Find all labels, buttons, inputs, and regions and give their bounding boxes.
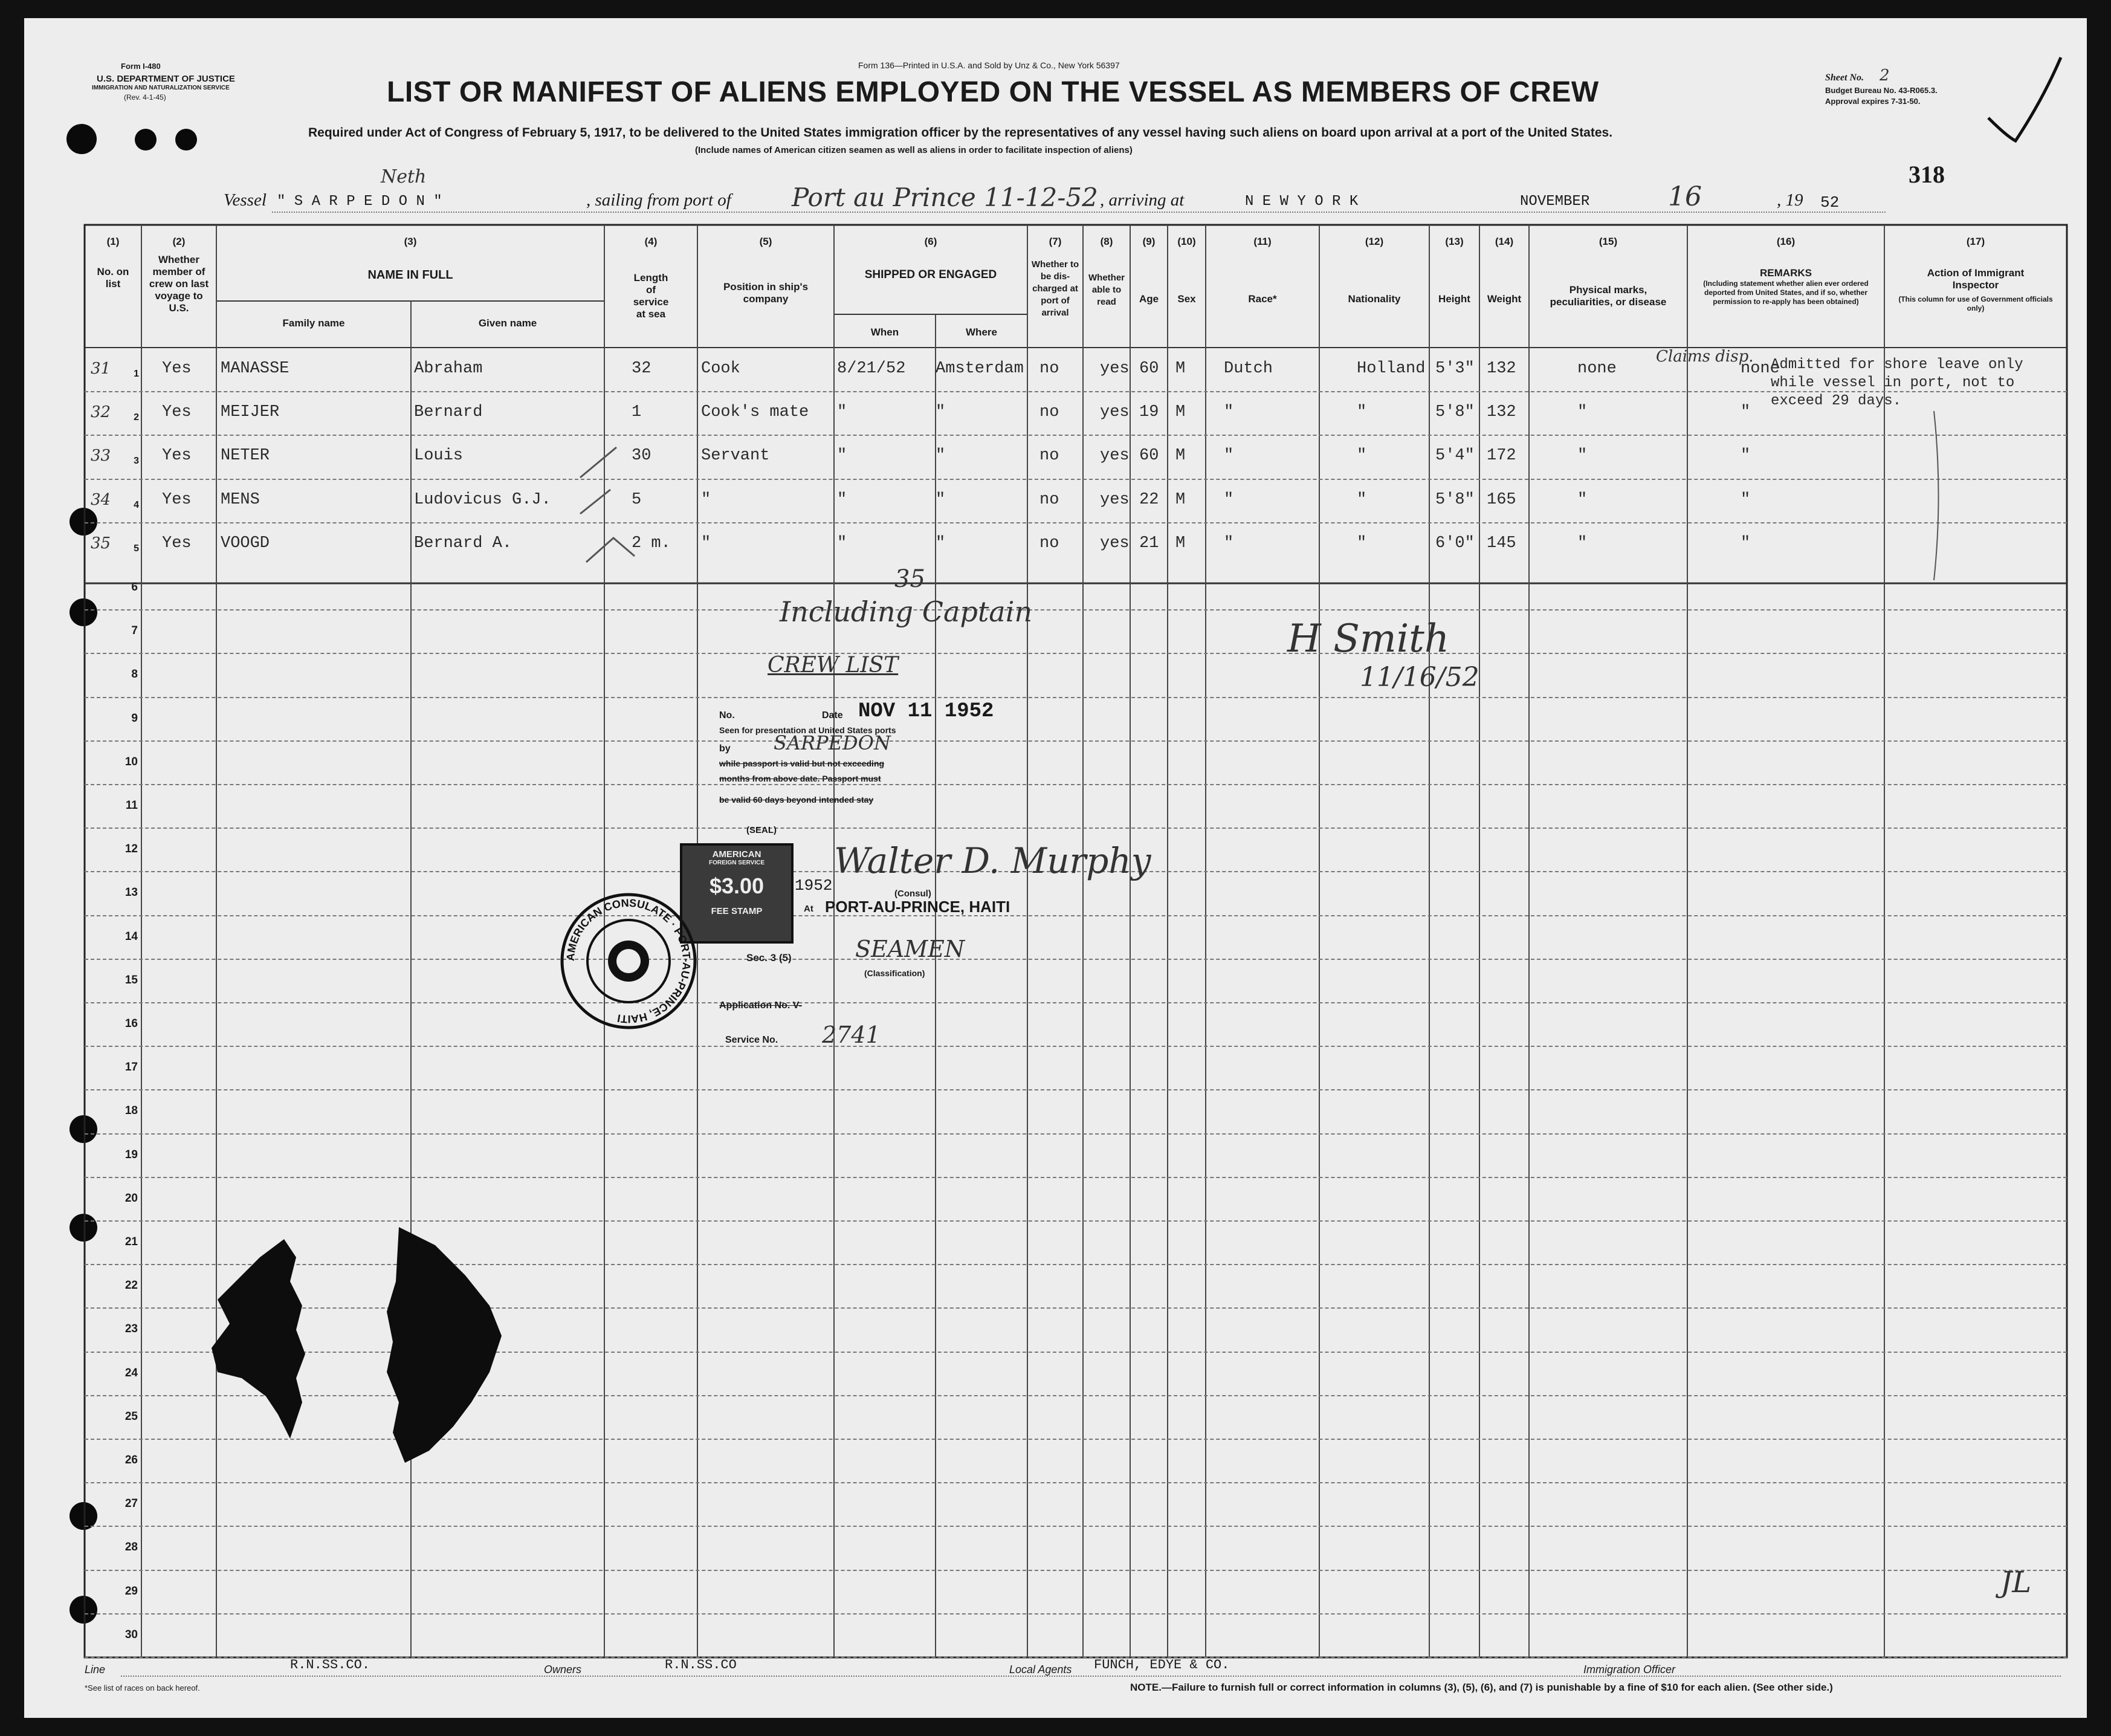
stamp-service-label: Service No. [725, 1035, 778, 1045]
line-number: 3 [134, 456, 139, 466]
stamp-seal-label: (SEAL) [746, 825, 777, 835]
row-nationality: " [1357, 447, 1367, 465]
fee-stamp-value: $3.00 [709, 873, 765, 898]
line-number: 7 [131, 624, 138, 637]
stamp-date-label: Date [822, 710, 843, 721]
row-nationality: Holland [1357, 360, 1426, 378]
col16-header: REMARKS [1760, 267, 1812, 279]
row-age: 22 [1139, 491, 1159, 509]
stamp-at-value: PORT-AU-PRINCE, HAITI [825, 898, 1010, 916]
row-family: NETER [221, 447, 270, 465]
row-rule [85, 828, 2067, 829]
row-marks: " [1577, 491, 1588, 509]
row-weight: 132 [1487, 360, 1516, 378]
row-discharged: no [1039, 447, 1059, 465]
line-number: 17 [124, 1061, 138, 1074]
col13-header: Height [1438, 293, 1470, 305]
row-rule [85, 915, 2067, 916]
col9-header: Age [1139, 293, 1159, 305]
total-count: 35 [894, 565, 925, 593]
col17-number: (17) [1966, 236, 1985, 247]
col14-number: (14) [1495, 236, 1514, 247]
including-captain: Including Captain [780, 595, 1033, 628]
col6-where-header: Where [966, 326, 997, 338]
col12-header: Nationality [1348, 293, 1401, 305]
inspector-date: 11/16/52 [1360, 662, 1479, 693]
col4-header: Length of service at sea [633, 272, 669, 320]
line-number: 6 [131, 581, 138, 594]
row-race: " [1224, 447, 1234, 465]
stamp-passport-line1: while passport is valid but not exceeding [719, 759, 885, 768]
line-number: 5 [134, 543, 139, 554]
ink-blotch-left [205, 1233, 326, 1451]
sailing-label: , sailing from port of [586, 190, 731, 210]
row-given: Louis [414, 447, 464, 465]
form-subtitle: Required under Act of Congress of February 5, 1917, to be delivered to the United States immigration officer by the representatives of any vessel having such aliens on board upon arrival at a port of the United States. [308, 126, 1613, 140]
col12-number: (12) [1365, 236, 1384, 247]
row-given: Bernard [414, 403, 483, 421]
row-weight: 165 [1487, 491, 1516, 509]
row-position: Cook's mate [701, 403, 809, 421]
col15-number: (15) [1599, 236, 1618, 247]
service-line: IMMIGRATION AND NATURALIZATION SERVICE [92, 85, 230, 91]
row-read: yes [1100, 360, 1130, 378]
row-marks: " [1577, 403, 1588, 421]
stamp-date-value: NOV 11 1952 [858, 700, 994, 723]
row-marks: none [1577, 360, 1617, 378]
row-rule [85, 1482, 2067, 1483]
stamp-at-label: At [804, 904, 813, 914]
line-number: 29 [124, 1585, 138, 1598]
vessel-label: Vessel [224, 190, 267, 210]
arriving-label: , arriving at [1100, 190, 1185, 210]
col5-header: Position in ship's company [723, 281, 809, 305]
footer-agents-label: Local Agents [1009, 1663, 1072, 1676]
row-rule [85, 522, 2067, 523]
row-weight: 145 [1487, 534, 1516, 552]
col11-number: (11) [1253, 236, 1272, 247]
row-hand-no: 33 [91, 447, 111, 465]
row-sex: M [1175, 534, 1186, 552]
col17-note: (This column for use of Government officials only) [1898, 295, 2053, 313]
row-rule [85, 959, 2067, 960]
line-number: 9 [131, 712, 138, 725]
row-rule [85, 1089, 2067, 1090]
row-family: MENS [221, 491, 260, 509]
row-rule [85, 1570, 2067, 1571]
line-number: 23 [124, 1323, 138, 1335]
row-rule [85, 1526, 2067, 1527]
row-rule [85, 784, 2067, 785]
fee-stamp-line1: AMERICAN [712, 849, 761, 860]
stamp-year-partial: 1952 [795, 876, 833, 895]
line-number: 27 [124, 1497, 138, 1510]
row-height: 5'8" [1435, 403, 1475, 421]
row-position: " [701, 491, 711, 509]
line-number: 4 [134, 500, 139, 510]
form-subnote: (Include names of American citizen seamen as well as aliens in order to facilitate inspection of aliens) [695, 145, 1133, 155]
row-when: " [837, 447, 847, 465]
vessel-name: " S A R P E D O N " [277, 193, 442, 210]
line-number: 30 [124, 1628, 138, 1641]
row-hand-no: 31 [91, 360, 111, 378]
line-number: 22 [124, 1279, 138, 1292]
inspector-initials: H Smith [1287, 617, 1450, 661]
col6-when-header: When [870, 326, 899, 338]
row-service: 32 [632, 360, 651, 378]
row-where: " [936, 447, 946, 465]
row-nationality: " [1357, 491, 1367, 509]
col10-header: Sex [1177, 293, 1196, 305]
col1-number: (1) [106, 236, 120, 247]
row-height: 5'8" [1435, 491, 1475, 509]
row-rule [85, 1613, 2067, 1615]
line-number: 18 [124, 1104, 138, 1117]
row-rule [85, 1002, 2067, 1003]
year-prefix: , 19 [1777, 190, 1803, 210]
stamp-by-value: SARPEDON [774, 731, 891, 754]
row-age: 19 [1139, 403, 1159, 421]
line-number: 1 [134, 369, 139, 379]
shore-leave-line3: exceed 29 days. [1771, 393, 1902, 409]
col14-header: Weight [1487, 293, 1522, 305]
line-number: 24 [124, 1367, 138, 1379]
row-crew: Yes [162, 403, 192, 421]
row-sex: M [1175, 403, 1186, 421]
col3-given-header: Given name [478, 317, 537, 329]
col16-number: (16) [1776, 236, 1796, 247]
crew-list-heading: CREW LIST [768, 653, 899, 678]
row-marks: " [1577, 447, 1588, 465]
row-read: yes [1100, 447, 1130, 465]
row-position: " [701, 534, 711, 552]
row-remarks-hand: Claims disp. [1656, 348, 1754, 366]
stamp-seen-line: Seen for presentation at United States ports [719, 725, 896, 735]
row-weight: 132 [1487, 403, 1516, 421]
footer-rule [121, 1676, 2061, 1677]
col6-header: SHIPPED OR ENGAGED [864, 268, 997, 281]
line-number: 11 [125, 799, 138, 812]
stamp-application-label: Application No. V- [719, 1000, 802, 1011]
fee-stamp-line2: FOREIGN SERVICE [708, 860, 765, 866]
footer-officer-label: Immigration Officer [1583, 1663, 1676, 1676]
col3-header: NAME IN FULL [367, 268, 453, 282]
row-service: 30 [632, 447, 651, 465]
arriving-port: N E W Y O R K [1245, 193, 1359, 210]
row-where: " [936, 403, 946, 421]
row-rule [85, 1046, 2067, 1047]
row-given: Bernard A. [414, 534, 512, 552]
department-line: U.S. DEPARTMENT OF JUSTICE [97, 74, 235, 84]
row-hand-no: 34 [91, 491, 111, 509]
row-marks: " [1577, 534, 1588, 552]
col2-number: (2) [172, 236, 186, 247]
col4-number: (4) [644, 236, 658, 247]
footer-owners-label: Owners [544, 1663, 582, 1676]
row-family: MANASSE [221, 360, 289, 378]
line-number: 2 [134, 412, 139, 423]
footer-line-value: R.N.SS.CO. [290, 1657, 370, 1673]
consular-seal [556, 889, 701, 1034]
line-number: 14 [124, 930, 138, 943]
col3-number: (3) [404, 236, 417, 247]
col3-family-header: Family name [282, 317, 345, 329]
footer-races-note: *See list of races on back hereof. [85, 1683, 200, 1692]
row-height: 5'4" [1435, 447, 1475, 465]
form-number: Form I-480 [121, 62, 161, 71]
revision-line: (Rev. 4-1-45) [124, 93, 166, 102]
budget-bureau: Budget Bureau No. 43-R065.3. [1825, 86, 1938, 95]
stamp-sec-label: Sec. 3 (5) [746, 952, 792, 964]
row-remarks: none [1741, 360, 1780, 378]
row-crew: Yes [162, 491, 192, 509]
col5-number: (5) [759, 236, 772, 247]
margin-initials: JL [2000, 1566, 2032, 1599]
col7-number: (7) [1049, 236, 1062, 247]
footer-line-label: Line [85, 1663, 106, 1676]
footer-note: NOTE.—Failure to furnish full or correct information in columns (3), (5), (6), and (7) is punishable by a fine of $10 for each alien. (See other side.) [1130, 1682, 1833, 1693]
tick-marks [568, 441, 653, 580]
row-hand-no: 32 [91, 403, 111, 421]
row-when: 8/21/52 [837, 360, 906, 378]
line-number: 15 [124, 974, 138, 986]
row-crew: Yes [162, 447, 192, 465]
line-number: 21 [124, 1236, 138, 1248]
line-number: 10 [124, 756, 138, 768]
row-where: " [936, 491, 946, 509]
arrival-day: 16 [1668, 181, 1702, 212]
approval-expires: Approval expires 7-31-50. [1825, 97, 1921, 106]
stamp-classification-value: SEAMEN [855, 936, 965, 962]
seal-ring-text: AMERICAN CONSULATE · PORT-AU-PRINCE, HAITI [564, 896, 693, 1026]
line-number: 13 [124, 886, 138, 899]
row-where: " [936, 534, 946, 552]
row-height: 6'0" [1435, 534, 1475, 552]
row-rule [85, 740, 2067, 742]
row-age: 60 [1139, 447, 1159, 465]
row-service: 2 m. [632, 534, 671, 552]
row-race: Dutch [1224, 360, 1273, 378]
stamp-service-value: 2741 [822, 1022, 881, 1048]
row-rule [85, 391, 2067, 392]
sheet-label: Sheet No. [1825, 73, 1864, 83]
row-race: " [1224, 403, 1234, 421]
col8-number: (8) [1100, 236, 1113, 247]
line-number: 25 [124, 1410, 138, 1423]
row-read: yes [1100, 491, 1130, 509]
row-given: Ludovicus G.J. [414, 491, 551, 509]
col17-header: Action of Immigrant Inspector [1927, 267, 2025, 291]
row-when: " [837, 491, 847, 509]
row-where: Amsterdam [936, 360, 1024, 378]
row-hand-no: 35 [91, 534, 111, 552]
row-when: " [837, 403, 847, 421]
row-race: " [1224, 534, 1234, 552]
printer-line: Form 136—Printed in U.S.A. and Sold by Unz & Co., New York 56397 [858, 60, 1120, 70]
row-discharged: no [1039, 534, 1059, 552]
stamp-passport-line2: months from above date. Passport must [719, 774, 881, 783]
vessel-annotation: Neth [381, 166, 427, 187]
manifest-sheet [24, 18, 2087, 1718]
col1-header: No. on list [97, 266, 129, 290]
col16-note: (Including statement whether alien ever ordered deported from United States, and if so, whether permission to re-apply has been obtained) [1703, 279, 1869, 306]
line-number: 19 [124, 1148, 138, 1161]
col7-header: Whether to be dis-charged at port of arrival [1031, 259, 1079, 318]
sheet-number: 2 [1880, 66, 1890, 85]
line-number: 16 [124, 1017, 138, 1030]
row-age: 60 [1139, 360, 1159, 378]
row-remarks: " [1741, 403, 1751, 421]
arrival-month: NOVEMBER [1520, 193, 1590, 210]
row-position: Cook [701, 360, 740, 378]
stamp-no-label: No. [719, 710, 735, 721]
row-nationality: " [1357, 534, 1367, 552]
fee-stamp-line3: FEE STAMP [711, 906, 763, 916]
stamp-by-label: by [719, 743, 731, 754]
consul-signature: Walter D. Murphy [834, 840, 1151, 881]
col11-header: Race* [1248, 293, 1277, 305]
line-number: 8 [131, 668, 138, 681]
row-sex: M [1175, 491, 1186, 509]
row-rule [85, 1133, 2067, 1135]
row-remarks: " [1741, 447, 1751, 465]
page-number: 318 [1909, 161, 1945, 188]
page-title: LIST OR MANIFEST OF ALIENS EMPLOYED ON THE VESSEL AS MEMBERS OF CREW [387, 76, 1599, 108]
row-discharged: no [1039, 403, 1059, 421]
row-discharged: no [1039, 360, 1059, 378]
row-read: yes [1100, 403, 1130, 421]
line-number: 28 [124, 1541, 138, 1553]
col9-number: (9) [1142, 236, 1156, 247]
line-number: 20 [124, 1192, 138, 1205]
row-rule [85, 435, 2067, 436]
row-crew: Yes [162, 534, 192, 552]
arrival-year: 52 [1820, 193, 1840, 212]
row-sex: M [1175, 447, 1186, 465]
consul-label: (Consul) [894, 889, 931, 899]
row-weight: 172 [1487, 447, 1516, 465]
row-rule [85, 1657, 2067, 1658]
col13-number: (13) [1445, 236, 1464, 247]
row-rule [85, 479, 2067, 480]
row-given: Abraham [414, 360, 483, 378]
col2-header: Whether member of crew on last voyage to U.S. [149, 254, 209, 314]
row-read: yes [1100, 534, 1130, 552]
row-family: VOOGD [221, 534, 270, 552]
row-service: 5 [632, 491, 642, 509]
row-rule [85, 697, 2067, 698]
row-service: 1 [632, 403, 642, 421]
bracket-mark [1928, 405, 1964, 586]
row-race: " [1224, 491, 1234, 509]
row-sex: M [1175, 360, 1186, 378]
col6-number: (6) [924, 236, 937, 247]
row-crew: Yes [162, 360, 192, 378]
row-height: 5'3" [1435, 360, 1475, 378]
line-number: 26 [124, 1454, 138, 1466]
row-rule [85, 653, 2067, 654]
row-nationality: " [1357, 403, 1367, 421]
col10-number: (10) [1177, 236, 1196, 247]
sailing-port: Port au Prince 11-12-52 [792, 183, 1098, 212]
col8-header: Whether able to read [1088, 273, 1125, 307]
shore-leave-line2: while vessel in port, not to [1771, 375, 2015, 391]
shore-leave-line1: Admitted for shore leave only [1771, 357, 2023, 373]
row-age: 21 [1139, 534, 1159, 552]
row-remarks: " [1741, 534, 1751, 552]
row-rule [85, 1177, 2067, 1178]
stamp-passport-line3: be valid 60 days beyond intended stay [719, 795, 874, 805]
row-position: Servant [701, 447, 770, 465]
row-when: " [837, 534, 847, 552]
footer-owners-value: R.N.SS.CO [665, 1657, 737, 1673]
row-family: MEIJER [221, 403, 280, 421]
ink-blotch-right [363, 1221, 508, 1475]
row-discharged: no [1039, 491, 1059, 509]
line-number: 12 [124, 843, 138, 855]
row-remarks: " [1741, 491, 1751, 509]
stamp-classification-label: (Classification) [864, 968, 925, 978]
col15-header: Physical marks, peculiarities, or disease [1550, 284, 1667, 308]
footer-agents-value: FUNCH, EDYE & CO. [1094, 1657, 1230, 1673]
row-rule [85, 609, 2067, 611]
